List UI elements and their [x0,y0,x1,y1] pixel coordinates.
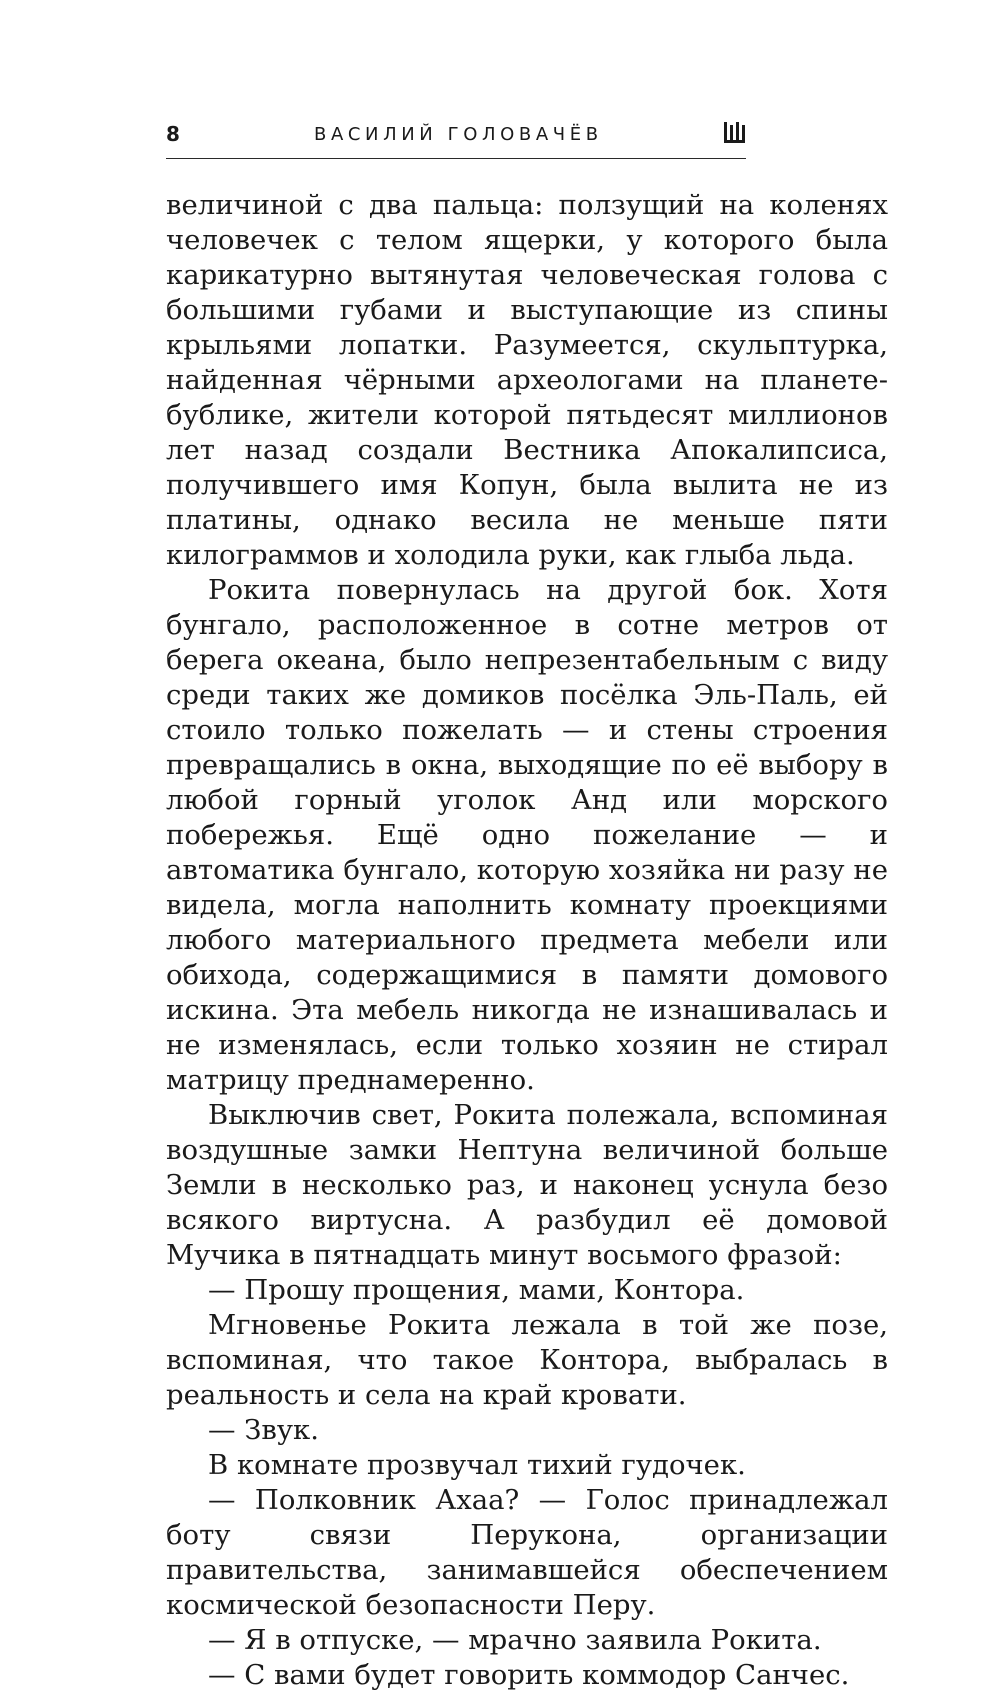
paragraph: В комнате прозвучал тихий гудочек. [208,1449,746,1481]
book-author: ВАСИЛИЙ ГОЛОВАЧЁВ [314,124,603,145]
body-text [166,188,888,1693]
paragraph: Мгновенье Рокита лежала в той же позе, вспоминая, что такое Контора, выбралась в реальность и села на край кровати. [166,1309,888,1411]
page-number: 8 [166,122,180,146]
dialogue-line: — С вами будет говорить коммодор Санчес. [208,1659,850,1691]
paragraph: величиной с два пальца: ползущий на коленях человечек с телом ящерки, у которого была карикатурно вытянутая человеческая голова с большими губами и выступающие из спины крыльями лопатки. Разумеется, скульптурка, найденная чёрными археологами на планете-бублике, жители которой пятьдесят миллионов лет назад создали Вестника Апокалипсиса, получившего имя Копун, была вылита не из платины, однако весила не меньше пяти килограммов и холодила руки, как глыба льда. [166,189,888,571]
paragraph: Рокита повернулась на другой бок. Хотя бунгало, расположенное в сотне метров от берега океана, было непрезентабельным с виду среди таких же домиков посёлка Эль-Паль, ей стоило только пожелать — и стены строения превращались в окна, выходящие по её выбору в любой горный уголок Анд или морского побережья. Ещё одно пожелание — и автоматика бунгало, которую хозяйка ни разу не видела, могла наполнить комнату проекциями любого материального предмета мебели или обихода, содержащимися в памяти домового искина. Эта мебель никогда не изнашивалась и не изменялась, если только хозяин не стирал матрицу преднамеренно. [166,574,888,1096]
dialogue-line: — Прошу прощения, мами, Контора. [208,1274,745,1306]
dialogue-line: — Я в отпуске, — мрачно заявила Рокита. [208,1624,822,1656]
dialogue-line: — Полковник Ахаа? — Голос принадлежал боту связи Перукона, организации правительства, занимавшейся обеспечением космической безопасности Перу. [166,1484,888,1621]
publisher-logo-icon [724,122,746,146]
running-header [166,118,746,159]
paragraph: Выключив свет, Рокита полежала, вспоминая воздушные замки Нептуна величиной больше Земли в несколько раз, и наконец уснула безо всякого виртусна. А разбудил её домовой Мучика в пятнадцать минут восьмого фразой: [166,1099,888,1271]
dialogue-line: — Звук. [208,1414,319,1446]
